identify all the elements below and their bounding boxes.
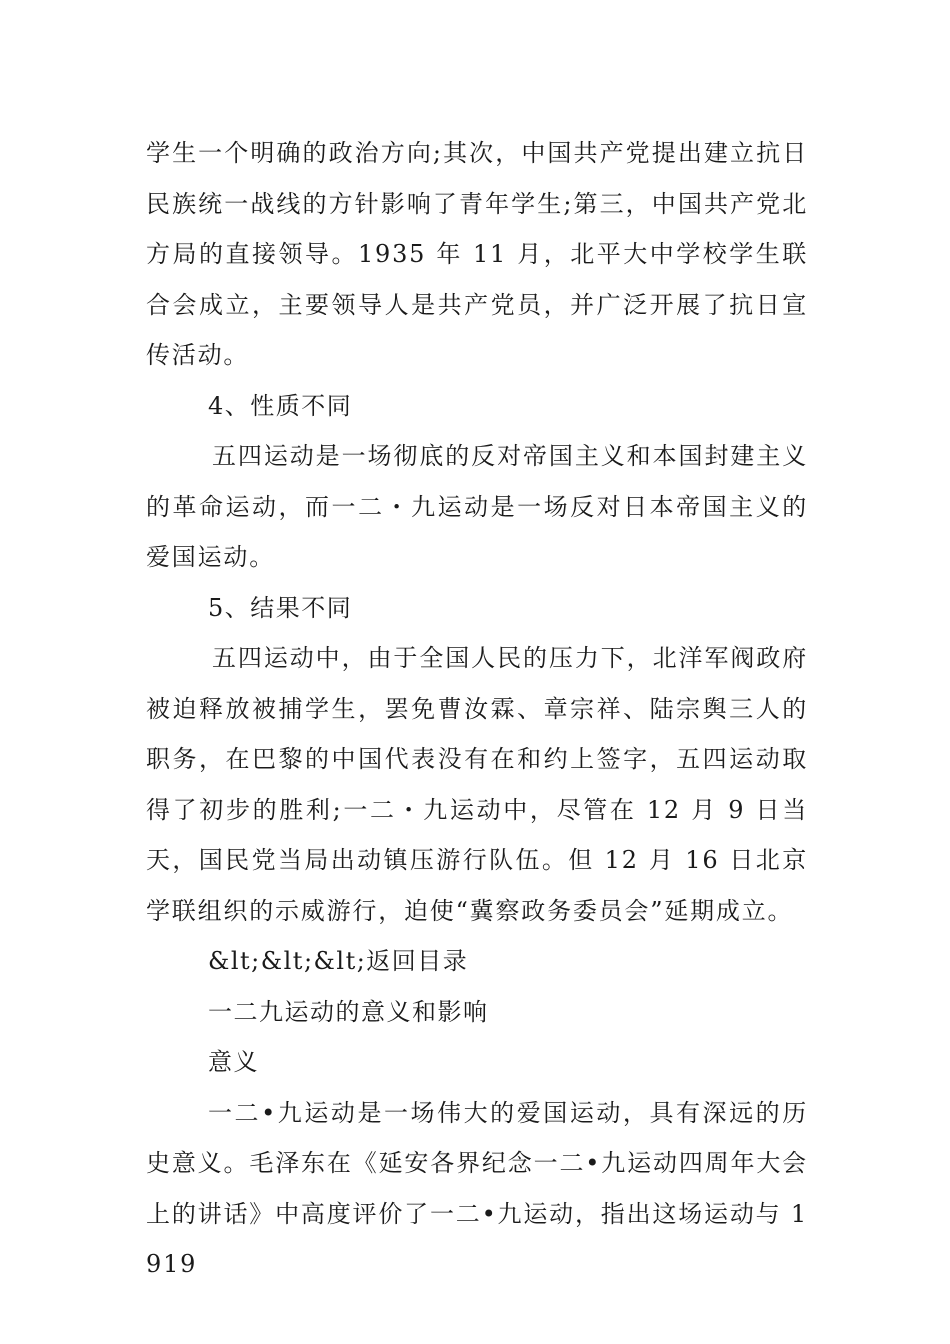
paragraph-nature: 五四运动是一场彻底的反对帝国主义和本国封建主义的革命运动，而一二・九运动是一场反对日本帝国主义的爱国运动。	[146, 442, 808, 571]
document-page	[146, 128, 808, 1290]
section-title: 一二九运动的意义和影响	[208, 997, 489, 1026]
subsection-title: 意义	[208, 1048, 259, 1076]
paragraph-significance: 一二•九运动是一场伟大的爱国运动，具有深远的历史意义。毛泽东在《延安各界纪念一二•九运动四周年大会上的讲话》中高度评价了一二•九运动，指出这场运动与 1919	[146, 1098, 808, 1278]
heading-nature-difference: 4、性质不同	[208, 391, 353, 420]
back-to-contents-link[interactable]: &lt;&lt;&lt;返回目录	[208, 947, 469, 975]
paragraph-causes-continued: 学生一个明确的政治方向;其次，中国共产党提出建立抗日民族统一战线的方针影响了青年学生;第三，中国共产党北方局的直接领导。1935 年 11 月，北平大中学校学生联合会成立，主要领导人是共产党员，并广泛开展了抗日宣传活动。	[146, 139, 808, 369]
paragraph-results: 五四运动中，由于全国人民的压力下，北洋军阀政府被迫释放被捕学生，罢免曹汝霖、章宗祥、陆宗舆三人的职务，在巴黎的中国代表没有在和约上签字，五四运动取得了初步的胜利;一二・九运动中，尽管在 12 月 9 日当天，国民党当局出动镇压游行队伍。但 12 月 16 日北京学联组织的示威游行，迫使“冀察政务委员会”延期成立。	[146, 644, 808, 925]
heading-result-difference: 5、结果不同	[208, 593, 353, 622]
